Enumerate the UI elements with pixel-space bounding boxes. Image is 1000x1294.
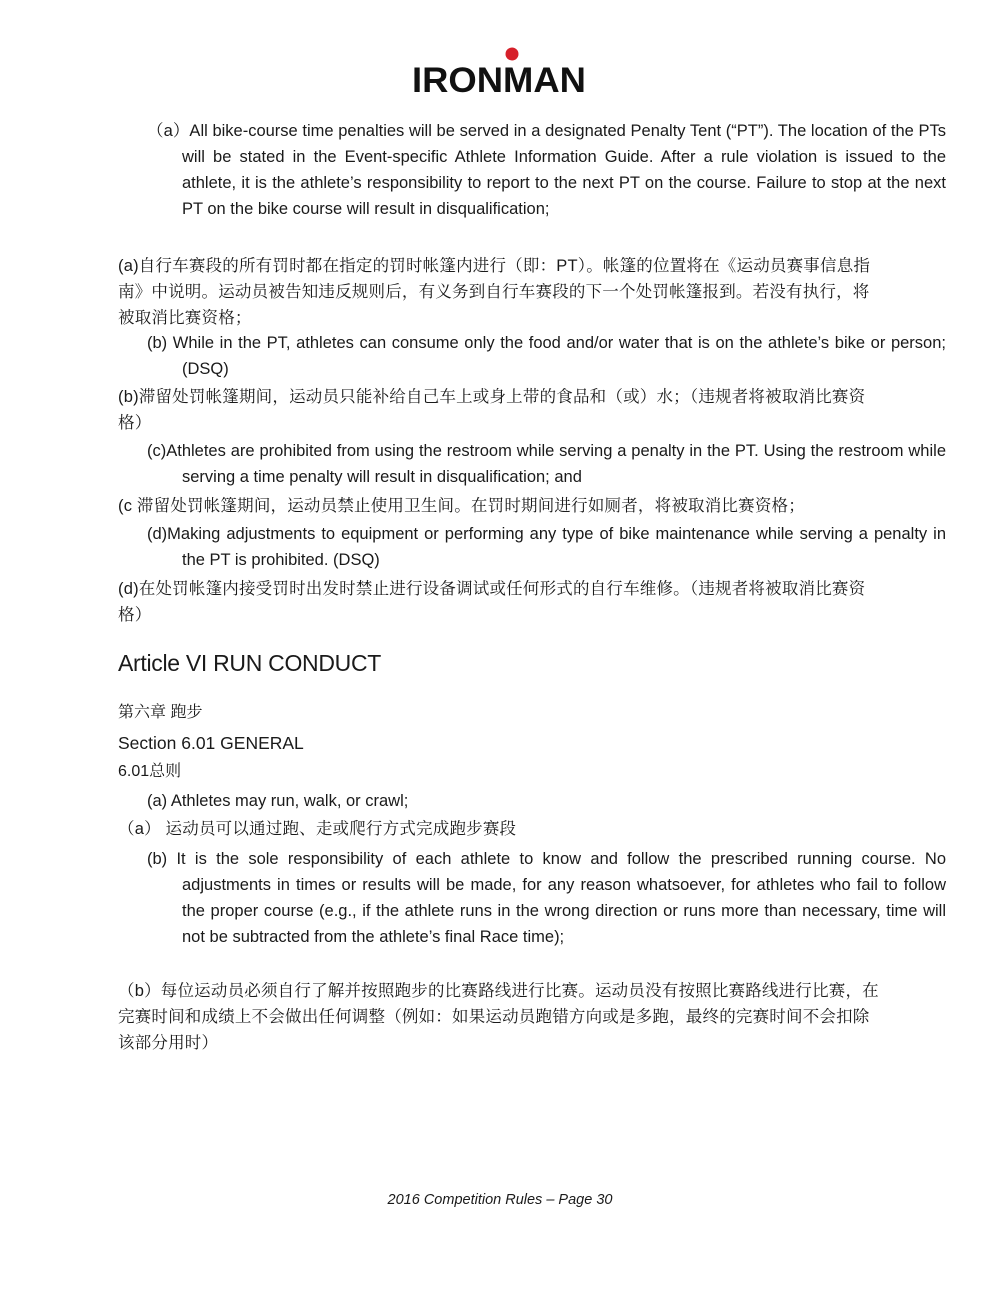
- page-footer: 2016 Competition Rules – Page 30: [387, 1192, 613, 1208]
- rule-b-en: (b) While in the PT, athletes can consume only the food and/or water that is on the athlete’s bike or person; (DSQ): [147, 334, 946, 378]
- rule-a-en: （a）All bike-course time penalties will be served in a designated Penalty Tent (“PT”). The location of the PTs will be stated in the Event-specific Athlete Information Guide. After a rule violation is issued to the athlete, it is the athlete’s responsibility to report to the next PT on the course. Failure to stop at the next PT on the bike course will result in disqualification;: [147, 122, 946, 218]
- ironman-logo: [409, 46, 589, 94]
- rule-a-cn: (a)自行车赛段的所有罚时都在指定的罚时帐篷内进行（即：PT）。帐篷的位置将在《运动员赛事信息指南》中说明。运动员被告知违反规则后，有义务到自行车赛段的下一个处罚帐篷报到。若没有执行，将被取消比赛资格；: [118, 257, 871, 327]
- rule-d-cn: (d)在处罚帐篷内接受罚时出发时禁止进行设备调试或任何形式的自行车维修。（违规者将被取消比赛资格）: [118, 580, 866, 624]
- rule-b-cn: (b)滞留处罚帐篷期间，运动员只能补给自己车上或身上带的食品和（或）水；（违规者将被取消比赛资格）: [118, 388, 866, 432]
- logo-wordmark: IRONMAN: [412, 61, 586, 94]
- section-title-cn: 6.01总则: [118, 763, 182, 780]
- section-title: Section 6.01 GENERAL: [118, 733, 304, 753]
- item-b-cn: （b）每位运动员必须自行了解并按照跑步的比赛路线进行比赛。运动员没有按照比赛路线进行比赛，在完赛时间和成绩上不会做出任何调整（例如：如果运动员跑错方向或是多跑，最终的完赛时间不会扣除该部分用时）: [118, 982, 879, 1052]
- item-b-en: (b) It is the sole responsibility of each athlete to know and follow the prescribed running course. No adjustments in times or results will be made, for any reason whatsoever, for athletes who fail to follow the proper course (e.g., if the athlete runs in the wrong direction or runs more than necessary, time will not be subtracted from the athlete’s final Race time);: [147, 850, 946, 946]
- rule-c-cn: (c 滞留处罚帐篷期间，运动员禁止使用卫生间。在罚时期间进行如厕者，将被取消比赛资格；: [118, 497, 805, 515]
- item-a-en: (a) Athletes may run, walk, or crawl;: [147, 792, 409, 810]
- rule-d-en: (d)Making adjustments to equipment or performing any type of bike maintenance while serving a penalty in the PT is prohibited. (DSQ): [147, 525, 946, 569]
- article-title: Article VI RUN CONDUCT: [118, 650, 382, 676]
- item-a-cn: （a） 运动员可以通过跑、走或爬行方式完成跑步赛段: [118, 820, 517, 838]
- rule-c-en: (c)Athletes are prohibited from using the restroom while serving a penalty in the PT. Using the restroom while serving a time penalty will result in disqualification; and: [147, 442, 946, 486]
- article-title-cn: 第六章 跑步: [118, 704, 203, 721]
